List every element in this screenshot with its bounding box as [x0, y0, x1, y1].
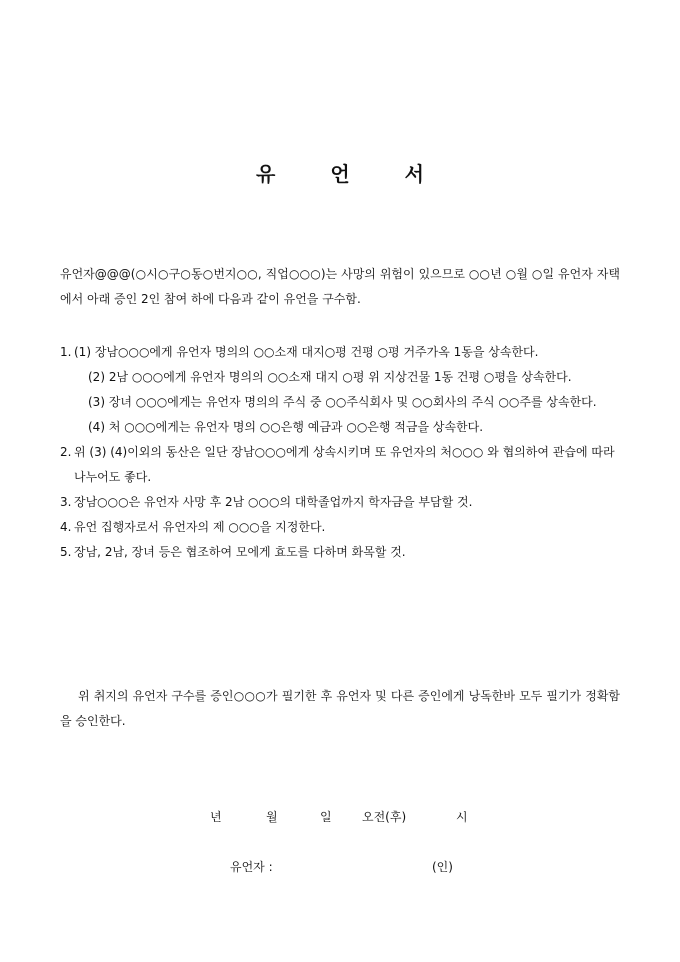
item-line: (4) 처 ○○○에게는 유언자 명의 ○○은행 예금과 ○○은행 적금을 상속한다.	[88, 420, 484, 434]
list-item-1	[60, 340, 622, 440]
item-line: 장남, 2남, 장녀 등은 협조하여 모에게 효도를 다하며 화목할 것.	[74, 545, 406, 559]
item-line: 장남○○○은 유언자 사망 후 2남 ○○○의 대학졸업까지 학자금을 부담할 것.	[74, 495, 473, 509]
date-hour: 시	[456, 810, 468, 824]
list-item-4	[60, 515, 622, 540]
item-number: 5.	[60, 545, 72, 559]
item-line: (2) 2남 ○○○에게 유언자 명의의 ○○소재 대지 ○평 위 지상건물 1동 건평 ○평을 상속한다.	[88, 370, 572, 384]
date-year: 년	[210, 810, 222, 824]
item-number: 1.	[60, 345, 72, 359]
item-line: (3) 장녀 ○○○에게는 유언자 명의의 주식 중 ○○주식회사 및 ○○회사의 주식 ○○주를 상속한다.	[88, 395, 597, 409]
approval-paragraph: 위 취지의 유언자 구수를 증인○○○가 필기한 후 유언자 및 다른 증인에게 낭독한바 모두 필기가 정확함을 승인한다.	[60, 689, 620, 728]
date-month: 월	[266, 810, 278, 824]
item-line: 유언 집행자로서 유언자의 제 ○○○을 지정한다.	[74, 520, 326, 534]
document-title: 유 언 서	[256, 162, 448, 186]
bequest-list	[60, 340, 622, 565]
intro-paragraph: 유언자@@@(○시○구○동○번지○○, 직업○○○)는 사망의 위험이 있으므로 ○○년 ○월 ○일 유언자 자택에서 아래 증인 2인 참여 하에 다음과 같이 유언을 구수함.	[60, 267, 620, 306]
item-line: (1) 장남○○○에게 유언자 명의의 ○○소재 대지○평 건평 ○평 거주가옥 1동을 상속한다.	[74, 345, 539, 359]
list-item-5	[60, 540, 622, 565]
item-line: 위 (3) (4)이외의 동산은 일단 장남○○○에게 상속시키며 또 유언자의 처○○○ 와 협의하여 관습에 따라 나누어도 좋다.	[74, 445, 615, 484]
item-number: 2.	[60, 445, 72, 459]
date-ampm: 오전(후)	[362, 810, 407, 824]
list-item-3	[60, 490, 622, 515]
seal-mark: (인)	[432, 860, 453, 874]
testator-label: 유언자 :	[230, 860, 273, 874]
item-number: 4.	[60, 520, 72, 534]
item-number: 3.	[60, 495, 72, 509]
list-item-2	[60, 440, 622, 490]
date-day: 일	[320, 810, 332, 824]
